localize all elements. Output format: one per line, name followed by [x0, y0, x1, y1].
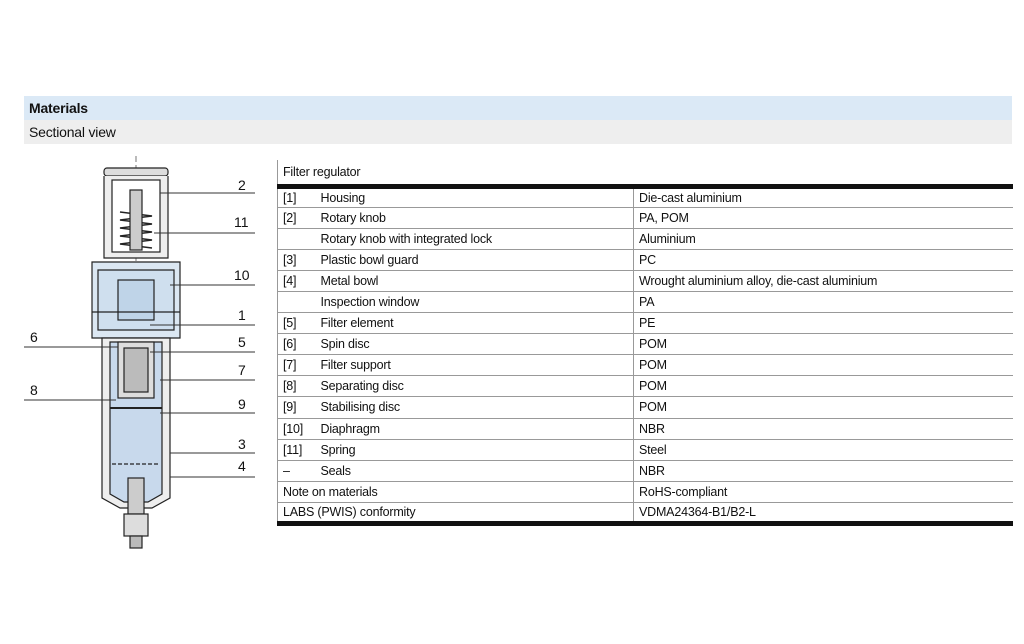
note-label: Note on materials	[278, 481, 634, 502]
materials-table	[277, 160, 1013, 526]
part-material: POM	[634, 397, 1014, 418]
part-material: NBR	[634, 418, 1014, 439]
callout-6: 6	[30, 329, 38, 345]
part-number: [4]	[278, 270, 316, 291]
part-name: Filter element	[316, 313, 634, 334]
part-number: [7]	[278, 355, 316, 376]
part-material: Aluminium	[634, 228, 1014, 249]
table-row	[278, 439, 1014, 460]
table-row	[278, 355, 1014, 376]
table-title: Filter regulator	[278, 160, 1014, 186]
part-name: Spin disc	[316, 334, 634, 355]
part-name: Stabilising disc	[316, 397, 634, 418]
part-number: [6]	[278, 334, 316, 355]
notes-row	[278, 502, 1014, 523]
callout-10: 10	[234, 267, 250, 283]
sectional-view-diagram	[0, 150, 270, 550]
callout-3: 3	[238, 436, 246, 452]
callout-9: 9	[238, 396, 246, 412]
part-material: NBR	[634, 460, 1014, 481]
part-name: Seals	[316, 460, 634, 481]
part-material: Steel	[634, 439, 1014, 460]
table-row	[278, 291, 1014, 312]
part-name: Rotary knob with integrated lock	[316, 228, 634, 249]
table-row	[278, 313, 1014, 334]
table-row	[278, 418, 1014, 439]
part-material: PA	[634, 291, 1014, 312]
part-material: POM	[634, 376, 1014, 397]
table-header-row	[278, 160, 1014, 186]
section-subtitle: Sectional view	[24, 120, 1012, 144]
table-row	[278, 228, 1014, 249]
part-material: Die-cast aluminium	[634, 186, 1014, 207]
part-number: [2]	[278, 207, 316, 228]
part-number: [11]	[278, 439, 316, 460]
table-row	[278, 249, 1014, 270]
part-material: POM	[634, 334, 1014, 355]
part-name: Separating disc	[316, 376, 634, 397]
part-number: [10]	[278, 418, 316, 439]
part-number: [3]	[278, 249, 316, 270]
note-value: RoHS-compliant	[634, 481, 1014, 502]
callout-1: 1	[238, 307, 246, 323]
part-name: Plastic bowl guard	[316, 249, 634, 270]
part-material: PA, POM	[634, 207, 1014, 228]
table-row	[278, 376, 1014, 397]
part-name: Housing	[316, 186, 634, 207]
part-material: POM	[634, 355, 1014, 376]
callout-7: 7	[238, 362, 246, 378]
part-number: –	[278, 460, 316, 481]
table-row	[278, 207, 1014, 228]
part-name: Filter support	[316, 355, 634, 376]
callout-5: 5	[238, 334, 246, 350]
note-value: VDMA24364-B1/B2-L	[634, 502, 1014, 523]
part-material: Wrought aluminium alloy, die-cast aluminium	[634, 270, 1014, 291]
callout-11: 11	[234, 214, 249, 230]
table-row	[278, 270, 1014, 291]
part-material: PE	[634, 313, 1014, 334]
part-number: [1]	[278, 186, 316, 207]
part-number: [9]	[278, 397, 316, 418]
part-number	[278, 291, 316, 312]
table-row	[278, 397, 1014, 418]
note-label: LABS (PWIS) conformity	[278, 502, 634, 523]
table-row	[278, 460, 1014, 481]
part-material: PC	[634, 249, 1014, 270]
part-name: Inspection window	[316, 291, 634, 312]
section-title: Materials	[24, 96, 1012, 120]
part-number	[278, 228, 316, 249]
callout-4: 4	[238, 458, 246, 474]
part-number: [5]	[278, 313, 316, 334]
callout-8: 8	[30, 382, 38, 398]
part-name: Spring	[316, 439, 634, 460]
part-name: Rotary knob	[316, 207, 634, 228]
part-number: [8]	[278, 376, 316, 397]
callout-2: 2	[238, 177, 246, 193]
table-row	[278, 334, 1014, 355]
table-row	[278, 186, 1014, 207]
notes-row	[278, 481, 1014, 502]
part-name: Diaphragm	[316, 418, 634, 439]
part-name: Metal bowl	[316, 270, 634, 291]
filter-regulator-drawing	[0, 150, 270, 550]
